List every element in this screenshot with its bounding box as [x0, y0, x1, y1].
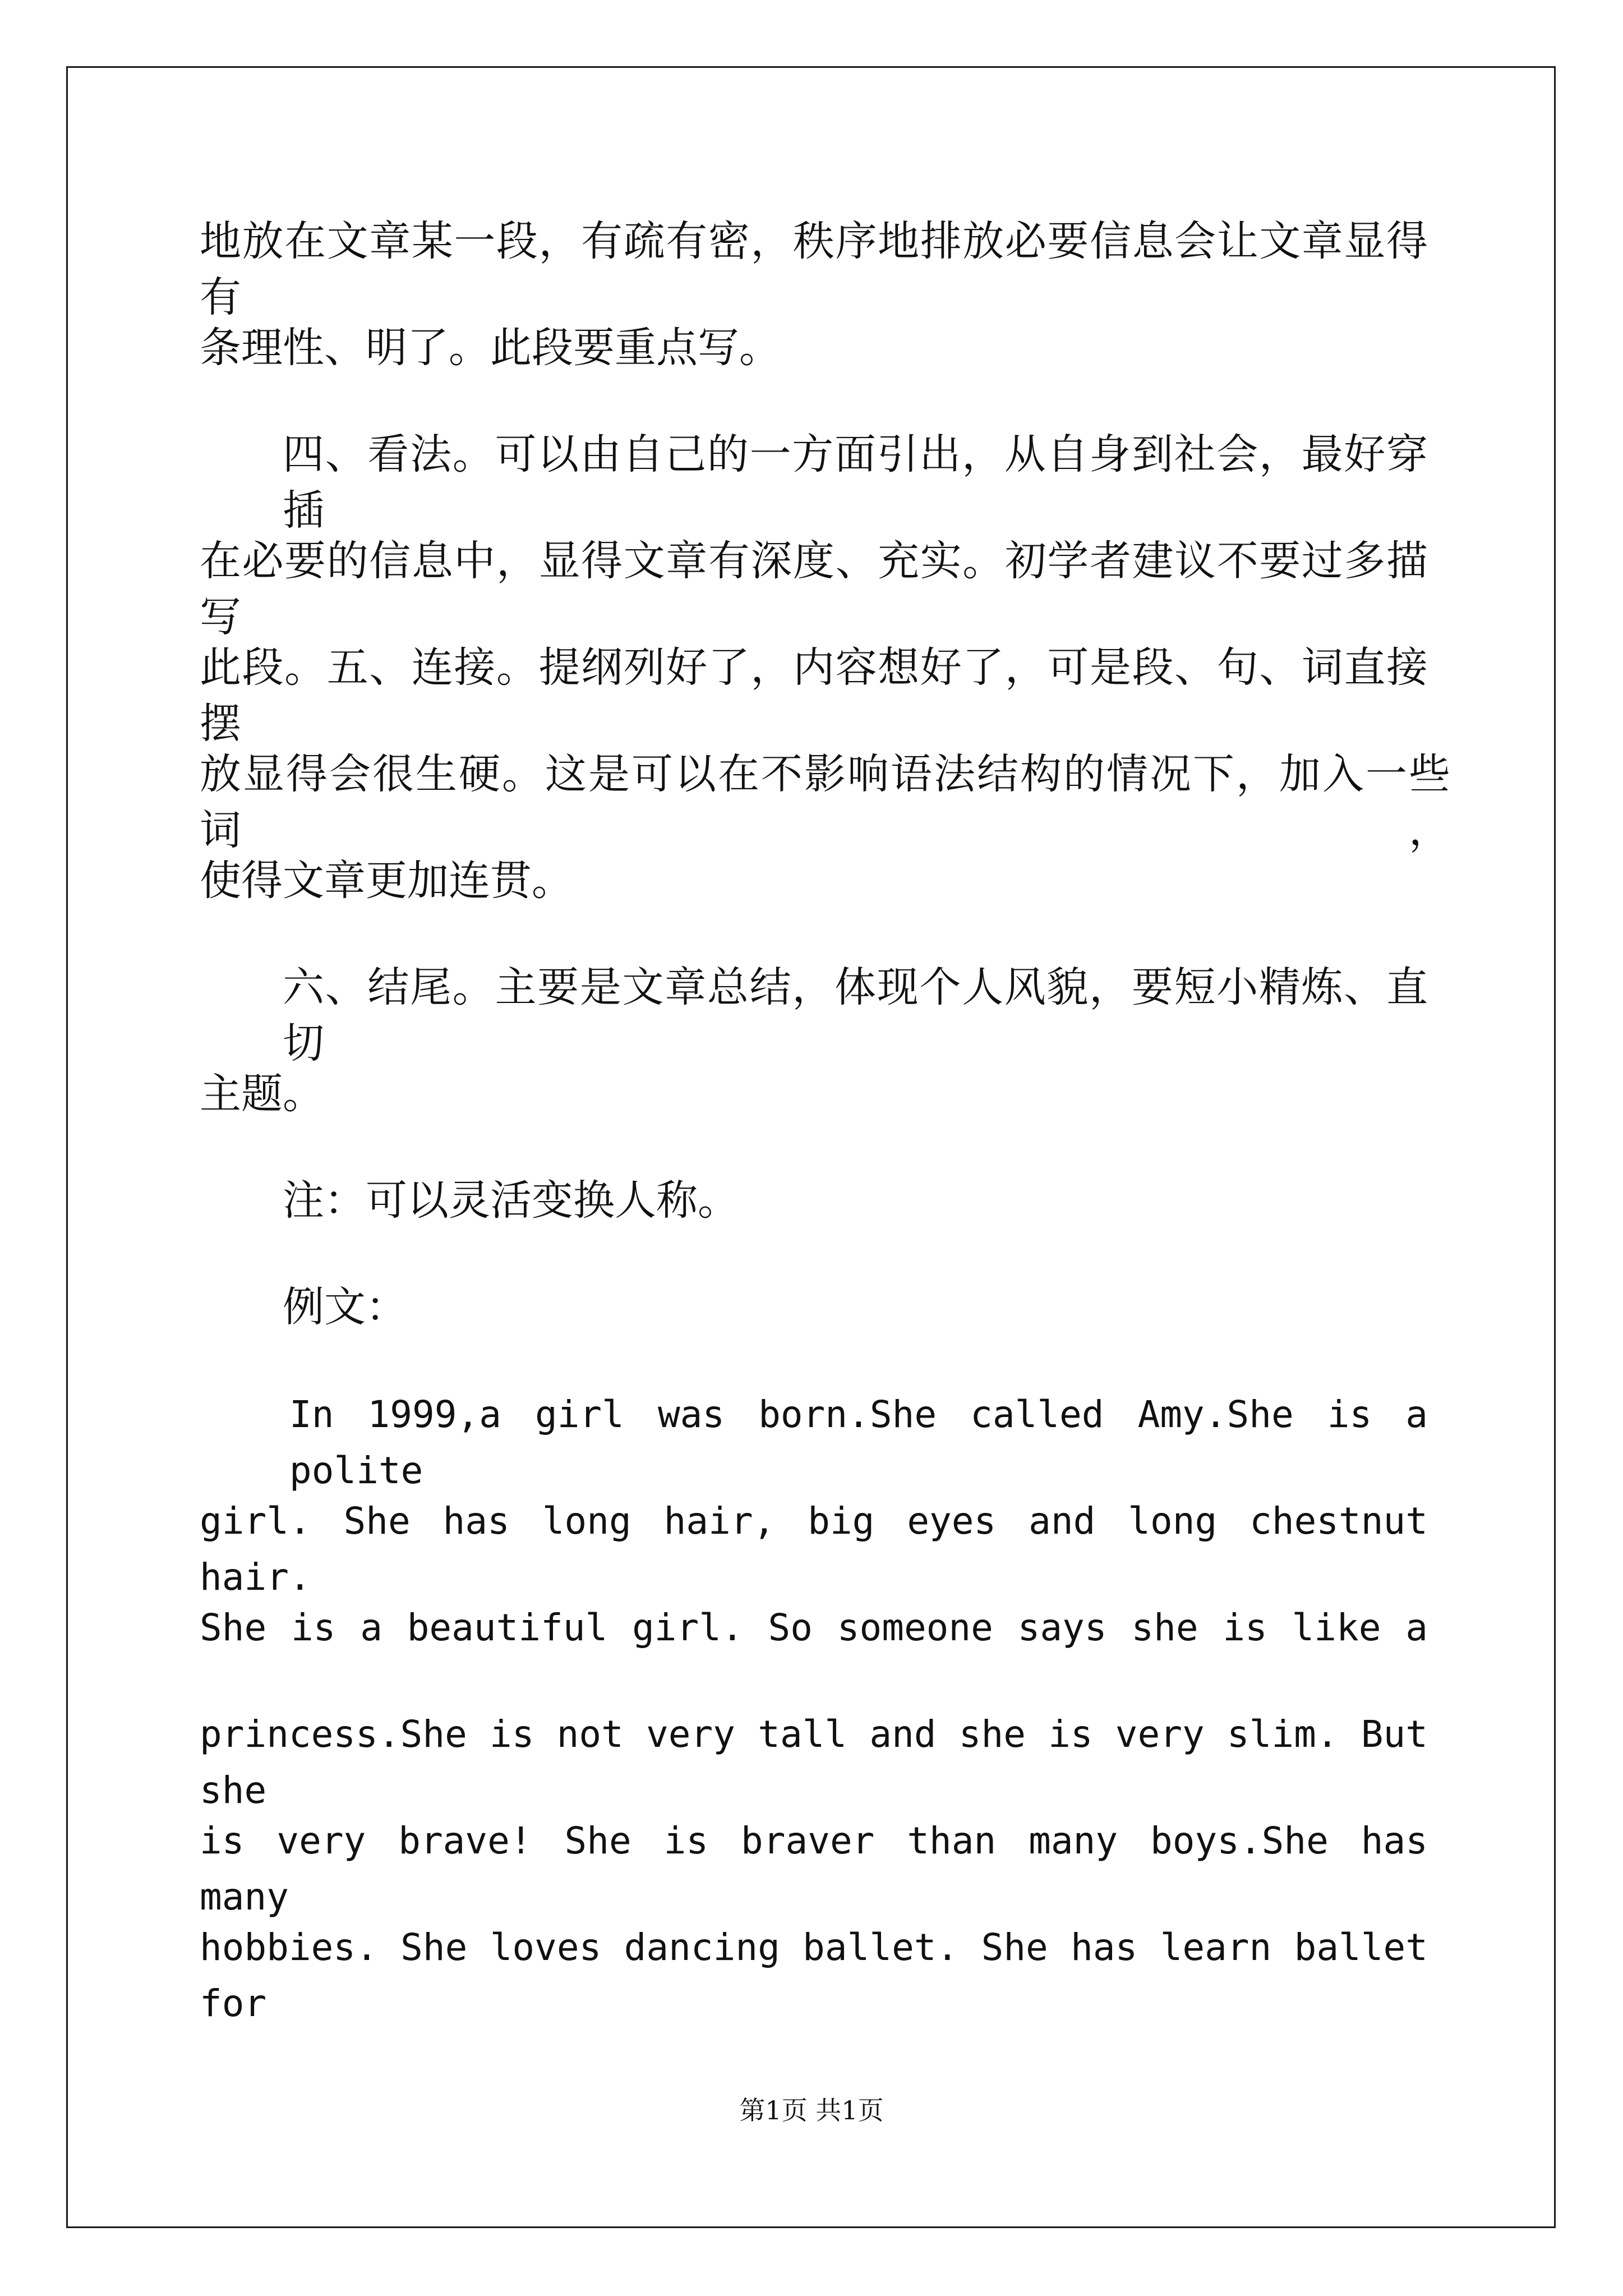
text-line: 此段。五、连接。提纲列好了，内容想好了，可是段、句、词直接摆: [200, 643, 1428, 748]
text-line: 使得文章更加连贯。: [200, 857, 573, 905]
text-line: is very brave! She is braver than many boys.She has many: [200, 1819, 1428, 1918]
text-line: 在必要的信息中，显得文章有深度、充实。初学者建议不要过多描写: [200, 537, 1428, 641]
text-line: 地放在文章某一段，有疏有密，秩序地排放必要信息会让文章显得有: [200, 217, 1428, 321]
text-line: 条理性、明了。此段要重点写。: [200, 324, 781, 372]
text-line: She is a beautiful girl. So someone says she is like a: [200, 1606, 1428, 1649]
text-line: girl. She has long hair, big eyes and long chestnut hair.: [200, 1499, 1428, 1599]
text-line: 主题。: [200, 1070, 324, 1118]
text-line: princess.She is not very tall and she is very slim. But she: [200, 1713, 1428, 1812]
text-line: 注：可以灵活变换人称。: [283, 1176, 739, 1225]
page-border: [66, 66, 1556, 2228]
text-line: 放显得会很生硬。这是可以在不影响语法结构的情况下，加入一些词，: [200, 750, 1450, 854]
text-line: 例文：: [283, 1283, 407, 1331]
text-line: hobbies. She loves dancing ballet. She has learn ballet for: [200, 1926, 1428, 2025]
text-line: 四、看法。可以由自己的一方面引出，从自身到社会，最好穿插: [283, 430, 1428, 535]
page-footer: 第1页 共1页: [739, 2095, 884, 2125]
text-line: 六、结尾。主要是文章总结，体现个人风貌，要短小精炼、直切: [283, 963, 1428, 1068]
text-line: In 1999,a girl was born.She called Amy.She is a polite: [289, 1393, 1428, 1492]
